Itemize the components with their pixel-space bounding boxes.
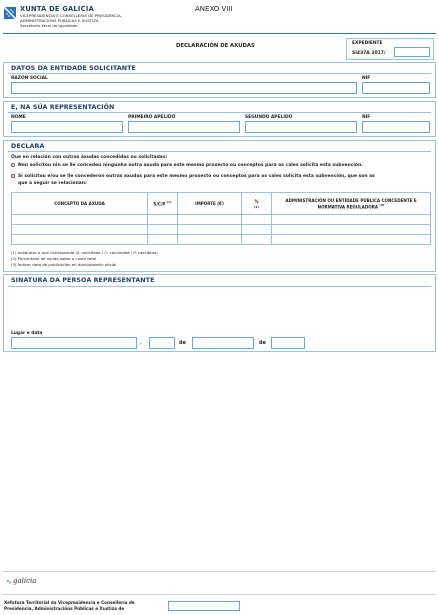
rep-surname2-label: SEGUNDO APELIDO	[245, 115, 293, 120]
table-cell[interactable]	[272, 215, 431, 225]
table-row	[12, 215, 431, 225]
col-concept: CONCEPTO DA AXUDA	[12, 193, 148, 215]
rep-surname1-input[interactable]	[128, 121, 240, 133]
office-line-1: Xefatura Territorial da Vicepresidencia e Consellería de	[4, 600, 135, 605]
representative-title-rule	[8, 112, 431, 113]
signature-title-rule	[8, 286, 431, 287]
entity-nif-input[interactable]	[362, 82, 430, 94]
option-yes-text-2: que a seguir se relacionan:	[18, 181, 87, 186]
rep-name-label: NOME	[11, 115, 26, 120]
rep-nif-input[interactable]	[362, 121, 430, 133]
entity-title-rule	[8, 73, 431, 74]
month-input[interactable]	[192, 337, 254, 349]
option-yes-text-1: Si solicitou e/ou se lle concederon outras axudas para este mesmo proxecto ou conceptos para os cales solicita esta subvención, que son as	[18, 174, 375, 179]
table-cell[interactable]	[148, 235, 178, 245]
table-cell[interactable]	[12, 215, 148, 225]
footer-rule-top	[3, 571, 436, 572]
declaration-title: DECLARA	[11, 143, 45, 150]
org-name: XUNTA DE GALICIA	[20, 5, 94, 13]
rep-nif-label: NIF	[362, 115, 371, 120]
note-3: (3) Indicar data de publicación en diario/boletín oficial	[11, 262, 117, 267]
option-none-radio[interactable]	[11, 163, 15, 167]
representative-title: E, NA SÚA REPRESENTACIÓN	[11, 104, 115, 111]
entity-nif-label: NIF	[362, 76, 371, 81]
org-line-3: Secretaría Xeral da Igualdade	[20, 23, 78, 28]
place-input[interactable]	[11, 337, 137, 349]
option-none-text: Non solicitou nin se lle concedeu ningunha outra axuda para este mesmo proxecto ou conceptos para os cales solicita esta subvención.	[18, 163, 363, 168]
table-cell[interactable]	[272, 225, 431, 235]
col-admin: ADMINISTRACIÓN OU ENTIDADE PÚBLICA CONCEDENTE E NORMATIVA REGULADORA $^{(3)}$	[272, 193, 431, 215]
table-row	[12, 225, 431, 235]
header-rule	[3, 33, 436, 34]
expediente-input[interactable]	[394, 47, 430, 57]
de-label-2: de	[259, 340, 266, 346]
signature-title: SINATURA DA PERSOA REPRESENTANTE	[11, 277, 155, 284]
table-cell[interactable]	[178, 225, 242, 235]
rep-surname1-label: PRIMEIRO APELIDO	[128, 115, 176, 120]
entity-name-input[interactable]	[11, 82, 357, 94]
table-cell[interactable]	[148, 225, 178, 235]
col-percent: % (2)	[242, 193, 272, 215]
expediente-prefix: SI437A 2017/	[352, 51, 386, 56]
col-amount: IMPORTE (€)	[178, 193, 242, 215]
option-yes-radio[interactable]	[11, 174, 15, 178]
table-cell[interactable]	[12, 225, 148, 235]
note-1: (1) Indíquese o que corresponda (S: solicitada / C: concedida / P: percibida)	[11, 250, 158, 255]
declaration-intro: Que en relación con outras axudas concedidas ou solicitadas:	[11, 155, 168, 160]
de-label-1: de	[179, 340, 186, 346]
form-title: DECLARACIÓN DE AXUDAS	[176, 43, 255, 49]
year-input[interactable]	[271, 337, 305, 349]
annex-label: ANEXO VIII	[195, 5, 233, 13]
table-cell[interactable]	[178, 215, 242, 225]
org-line-1: VICEPRESIDENCIA E CONSELLERÍA DE PRESIDENCIA,	[20, 13, 123, 18]
office-line-2: Presidencia, Administracións Públicas e Xustiza de	[4, 606, 125, 611]
table-cell[interactable]	[12, 235, 148, 245]
entity-title: DATOS DA ENTIDADE SOLICITANTE	[11, 65, 136, 72]
org-line-2: ADMINISTRACIÓNS PÚBLICAS E XUSTIZA	[20, 18, 99, 23]
expediente-label: EXPEDIENTE	[352, 41, 383, 46]
day-input[interactable]	[149, 337, 175, 349]
rep-name-input[interactable]	[11, 121, 123, 133]
office-input[interactable]	[168, 601, 240, 611]
table-cell[interactable]	[148, 215, 178, 225]
aids-table	[11, 192, 431, 245]
note-2: (2) Porcentaxe de axuda sobre o custo total	[11, 256, 97, 261]
aids-table-header	[12, 193, 431, 215]
xunta-crest-icon	[4, 7, 16, 19]
place-date-label: Lugar e data	[11, 331, 43, 336]
table-cell[interactable]	[242, 225, 272, 235]
xunta-logo	[4, 4, 16, 16]
table-row	[12, 235, 431, 245]
table-cell[interactable]	[178, 235, 242, 245]
declaration-title-rule	[8, 151, 431, 152]
col-scp: S/C/P $^{(1)}$	[148, 193, 178, 215]
entity-name-label: RAZÓN SOCIAL	[11, 76, 48, 81]
footer-rule-bottom	[3, 594, 436, 595]
galicia-swoosh-icon: ∿	[6, 578, 12, 586]
table-cell[interactable]	[272, 235, 431, 245]
comma-separator: ,	[140, 339, 142, 346]
rep-surname2-input[interactable]	[245, 121, 357, 133]
table-cell[interactable]	[242, 235, 272, 245]
table-cell[interactable]	[242, 215, 272, 225]
galicia-logo-text: galicia	[13, 577, 37, 585]
